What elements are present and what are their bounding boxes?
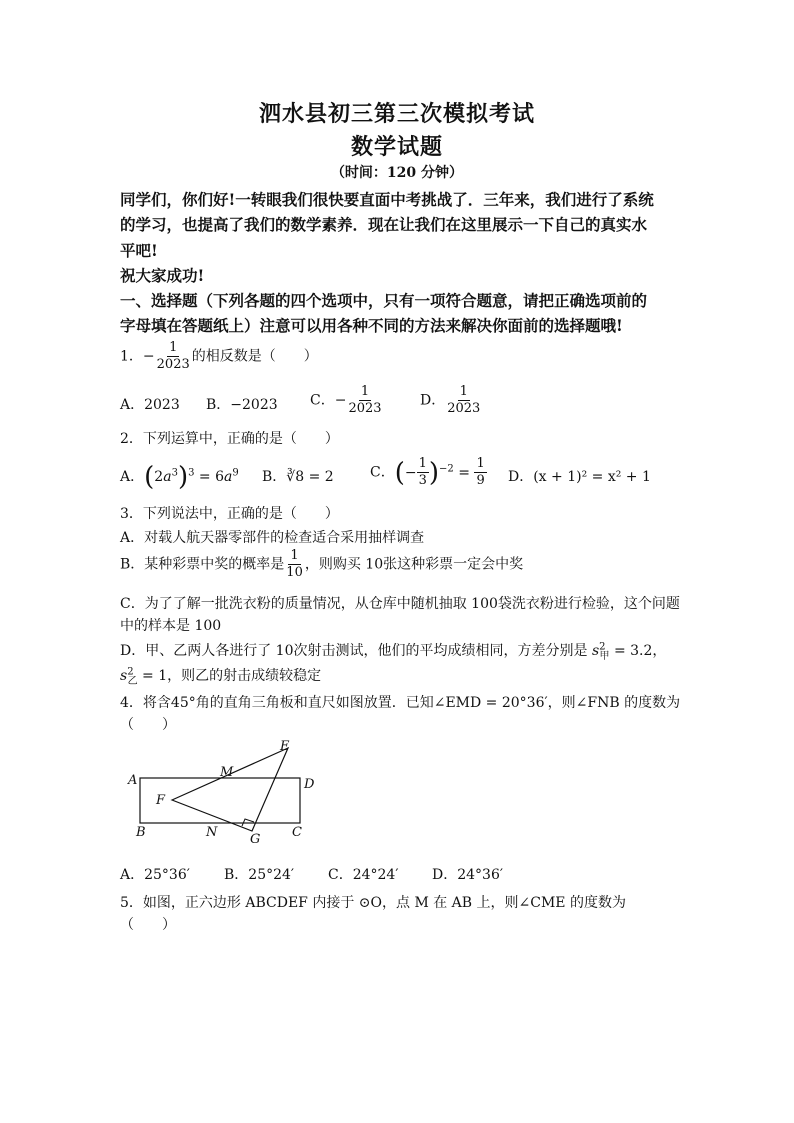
q3-s-jia: 甲 — [599, 650, 610, 662]
label-g: G — [250, 832, 261, 847]
q1-d-den: 2023 — [447, 401, 481, 416]
q3-b-den: 10 — [286, 565, 303, 580]
question-4-stem: 4．将含45°角的直角三角板和直尺如图放置．已知∠EMD = 20°36′，则∠FNB 的度数为 — [120, 695, 681, 711]
q1-option-d[interactable] — [420, 384, 482, 417]
q4-option-d[interactable]: D．24°36′ — [432, 867, 504, 883]
q4-option-b[interactable]: B．25°24′ — [224, 867, 295, 883]
label-f: F — [156, 793, 166, 808]
label-b: B — [136, 825, 146, 840]
q1-option-c[interactable] — [310, 384, 384, 417]
q1-c-label: C．− — [310, 392, 347, 409]
q2-a-label: A． — [120, 469, 145, 485]
q2-a-expression: $(2a^3)^3 = 6a^9$ — [144, 462, 239, 492]
q1-c-num: 1 — [360, 384, 370, 399]
label-n: N — [206, 825, 218, 840]
q3-s-yi: 乙 — [127, 675, 138, 687]
q2-c-expression: (− $\frac{1}{3}$ )$^{-2}$ = $\frac{1}{9}$ — [394, 456, 485, 488]
intro-line-2: 的学习，也提高了我们的数学素养．现在让我们在这里展示一下自己的真实水 — [120, 215, 648, 234]
label-m: M — [220, 765, 234, 780]
q2-option-a[interactable] — [120, 462, 239, 492]
intro-line-1: 同学们，你们好!一转眼我们很快要直面中考挑战了．三年来，我们进行了系统 — [120, 190, 654, 209]
q3-b-num: 1 — [290, 548, 299, 563]
q3-b-post: ，则购买 10张这种彩票一定会中奖 — [304, 556, 524, 573]
label-a: A — [128, 773, 138, 788]
set-square-triangle — [172, 748, 288, 831]
q1-d-num: 1 — [459, 384, 468, 399]
question-2-stem: 2．下列运算中，正确的是（ ） — [120, 431, 339, 447]
q1-number: 1． — [120, 348, 143, 365]
q1-fraction — [155, 340, 192, 373]
q3-option-c-line-2: 中的样本是 100 — [120, 618, 222, 634]
q1-minus: − — [142, 348, 155, 365]
q1-option-b[interactable]: B．−2023 — [206, 397, 278, 413]
q1-option-a[interactable]: A．2023 — [120, 397, 180, 413]
q5-answer-paren: （ ） — [120, 917, 176, 933]
q1-stem-text: 的相反数是（ ） — [191, 348, 318, 365]
intro-line-3: 平吧! — [120, 241, 158, 260]
q3-option-a[interactable]: A．对载人航天器零部件的检查适合采用抽样调查 — [120, 530, 425, 546]
q1-frac-num: 1 — [169, 340, 178, 355]
section-heading-line-1: 一、选择题（下列各题的四个选项中，只有一项符合题意，请把正确选项前的 — [120, 291, 648, 310]
section-heading-line-2: 字母填在答题纸上）注意可以用各种不同的方法来解决你面前的选择题哦! — [120, 316, 623, 335]
q3-d-val-2: = 1，则乙的射击成绩较稳定 — [142, 668, 322, 684]
q3-option-c-line-1[interactable]: C．为了了解一批洗衣粉的质量情况，从仓库中随机抽取 100袋洗衣粉进行检验，这个问题 — [120, 596, 680, 612]
q3-b-pre: B．某种彩票中奖的概率是 — [120, 556, 285, 573]
q4-option-a[interactable]: A．25°36′ — [120, 867, 190, 883]
q2-c-label: C． — [370, 464, 395, 481]
intro-line-4: 祝大家成功! — [120, 266, 205, 285]
question-3-stem: 3．下列说法中，正确的是（ ） — [120, 506, 339, 522]
q3-d-val-1: = 3.2， — [613, 643, 667, 659]
question-1-stem — [120, 340, 318, 373]
q1-c-fraction — [346, 384, 383, 417]
q1-d-fraction — [445, 384, 482, 417]
q3-option-d-line-1[interactable]: D．甲、乙两人各进行了 10次射击测试，他们的平均成绩相同，方差分别是 $s^2_甲 = 3.2$， — [120, 641, 667, 662]
q3-d-pre: D．甲、乙两人各进行了 10次射击测试，他们的平均成绩相同，方差分别是 — [120, 643, 588, 659]
q1-c-den: 2023 — [348, 401, 382, 416]
q2-option-c[interactable] — [370, 456, 487, 489]
exam-title: 泗水县初三第三次模拟考试 — [258, 101, 535, 127]
label-c: C — [292, 825, 302, 840]
label-d: D — [304, 777, 315, 792]
exam-subject: 数学试题 — [350, 134, 443, 160]
question-5-stem: 5．如图，正六边形 ABCDEF 内接于 ⊙O，点 M 在 AB 上，则∠CME 的度数为 — [120, 895, 626, 911]
q2-option-b[interactable]: B．∛8 = 2 — [262, 469, 334, 485]
q3-b-fraction — [284, 548, 305, 581]
q2-option-d[interactable]: D．(x + 1)² = x² + 1 — [508, 469, 651, 485]
exam-time: （时间：120 分钟） — [330, 165, 464, 181]
q3-option-d-line-2: $s^2_乙 = 1$，则乙的射击成绩较稳定 — [120, 666, 322, 687]
q4-answer-paren: （ ） — [120, 717, 176, 733]
label-e: E — [280, 740, 290, 754]
q1-frac-den: 2023 — [156, 357, 190, 372]
q3-option-b[interactable] — [120, 548, 523, 581]
q4-option-c[interactable]: C．24°24′ — [328, 867, 399, 883]
q1-d-label: D． — [420, 392, 446, 409]
q4-ruler-triangle-figure — [120, 740, 320, 850]
